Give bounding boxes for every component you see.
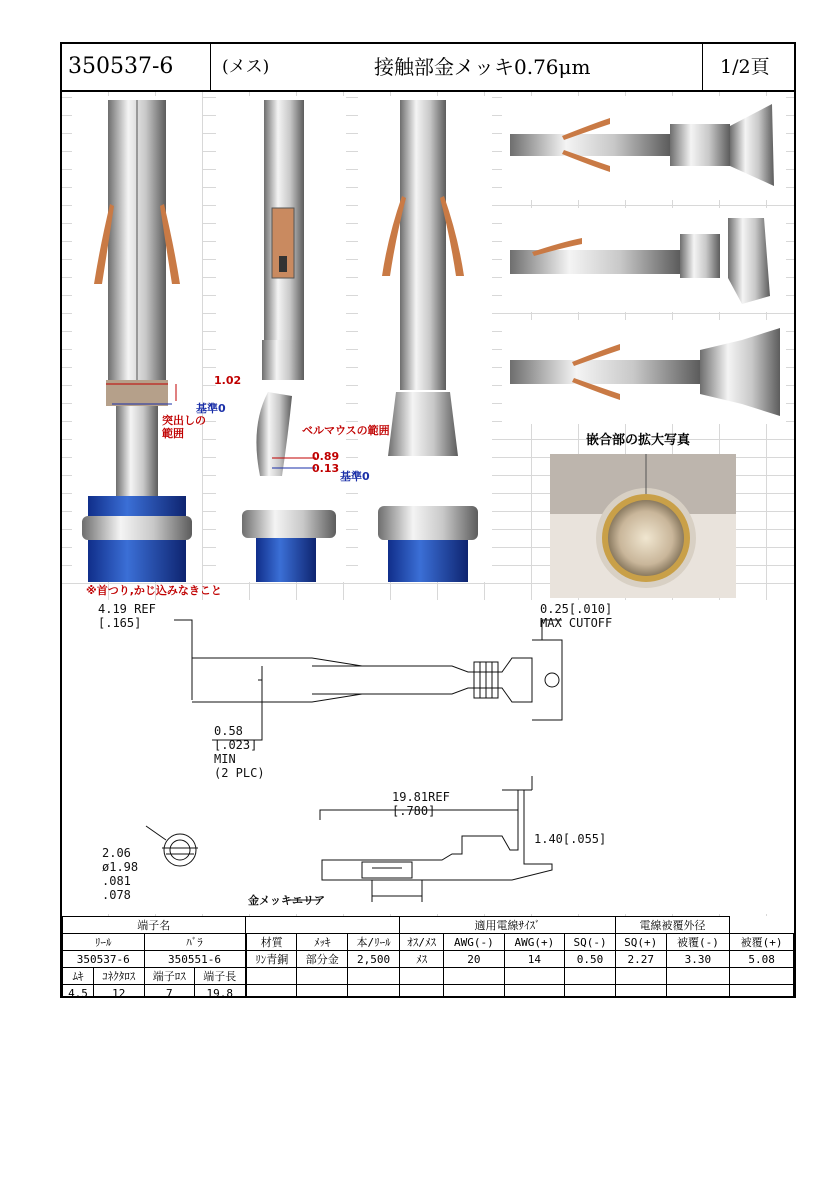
photo-contact-side-image <box>216 96 346 582</box>
protrusion-range-line-1: 突出しの <box>162 414 206 427</box>
inspection-note: ※首つり,かじ込みなきこと <box>86 584 222 597</box>
header-row <box>62 44 794 92</box>
photo-contact-under <box>502 320 786 424</box>
photo-contact-top-image <box>502 96 786 200</box>
header-plating: ﾒｯｷ <box>297 934 348 951</box>
photo-contact-under-image <box>502 320 786 424</box>
value-loose: 350551-6 <box>144 951 245 968</box>
dim-0-25-note: MAX CUTOFF <box>540 616 613 630</box>
dim-4-19-in: [.165] <box>98 616 142 630</box>
header-loose: ﾊﾞﾗ <box>144 934 245 951</box>
technical-drawing <box>62 600 794 914</box>
value-sq-min: 0.50 <box>565 951 616 968</box>
photo-contact-top <box>502 96 786 200</box>
header-awg-min: AWG(-) <box>444 934 505 951</box>
table-cell <box>246 985 297 999</box>
value-terminal-loss: 7 <box>144 985 195 999</box>
photo-contact-profile-image <box>502 208 786 312</box>
spec-table <box>62 916 794 998</box>
header-material: 材質 <box>246 934 297 951</box>
value-awg-max: 14 <box>504 951 565 968</box>
table-cell <box>347 968 399 985</box>
table-cell <box>666 985 730 999</box>
header-terminal-name: 端子名 <box>63 917 246 934</box>
page-title: 接触部金メッキ0.76μm <box>374 55 591 79</box>
table-cell <box>730 968 794 985</box>
value-gender: ﾒｽ <box>400 951 444 968</box>
photo-contact-front <box>72 96 202 582</box>
spec-sheet <box>60 42 796 998</box>
value-sq-max: 2.27 <box>615 951 666 968</box>
table-cell <box>504 985 565 999</box>
header-qty-per-reel: 本/ﾘｰﾙ <box>347 934 399 951</box>
dim-19-81-mm: 19.81REF <box>392 790 450 804</box>
dim-2-06-val: 2.06 <box>102 846 131 860</box>
header-awg-max: AWG(+) <box>504 934 565 951</box>
dim-081-val: .081 <box>102 874 131 888</box>
table-cell <box>400 985 444 999</box>
dim-label-0-13: 0.13 <box>312 462 340 475</box>
value-connector-loss: 12 <box>94 985 145 999</box>
header-od-max: 被覆(+) <box>730 934 794 951</box>
value-plating: 部分金 <box>297 951 348 968</box>
dim-1-40: 1.40[.055] <box>534 832 607 846</box>
dim-0-58 <box>214 724 265 780</box>
header-terminal-loss: 端子ﾛｽ <box>144 968 195 985</box>
header-strip: ﾑｷ <box>63 968 94 985</box>
protrusion-range-label <box>162 414 206 440</box>
dim-label-0-89: 0.89 <box>312 450 340 463</box>
page-number: 1/2頁 <box>720 56 770 78</box>
table-cell <box>565 985 616 999</box>
table-cell <box>400 968 444 985</box>
header-od-min: 被覆(-) <box>666 934 730 951</box>
dim-label-1-02: 1.02 <box>214 374 242 387</box>
dim-0-25 <box>540 602 612 630</box>
table-row <box>63 951 794 968</box>
header-sq-min: SQ(-) <box>565 934 616 951</box>
dim-19-81 <box>392 790 450 818</box>
photo-closeup <box>550 454 736 598</box>
dim-19-81-in: [.780] <box>392 804 436 818</box>
value-od-max: 5.08 <box>730 951 794 968</box>
table-cell <box>730 985 794 999</box>
table-row <box>63 985 794 999</box>
value-awg-min: 20 <box>444 951 505 968</box>
table-cell <box>246 968 297 985</box>
reference-zero-label-2: 基準0 <box>340 470 370 483</box>
photo-contact-front-image <box>72 96 202 582</box>
value-strip: 4.5 <box>63 985 94 999</box>
dim-0-25-val: 0.25[.010] <box>540 602 613 616</box>
value-reel: 350537-6 <box>63 951 145 968</box>
table-cell <box>565 968 616 985</box>
part-number: 350537-6 <box>68 54 174 79</box>
photo-contact-side <box>216 96 346 582</box>
bellmouth-range-label: ベルマウスの範囲 <box>302 424 390 437</box>
table-cell <box>347 985 399 999</box>
table-cell <box>666 968 730 985</box>
table-row <box>63 934 794 951</box>
dim-0-58-min: MIN <box>214 752 236 766</box>
dim-dia-symbol: ø <box>102 860 110 874</box>
value-terminal-length: 19.8 <box>195 985 246 999</box>
table-cell <box>297 968 348 985</box>
dim-0-58-plc: (2 PLC) <box>214 766 265 780</box>
table-cell <box>615 985 666 999</box>
table-cell <box>245 917 400 934</box>
gender-label: (メス) <box>222 57 270 77</box>
dim-4-19-mm: 4.19 REF <box>98 602 156 616</box>
dim-0-58-mm: 0.58 <box>214 724 243 738</box>
value-qty: 2,500 <box>347 951 399 968</box>
photo-contact-profile <box>502 208 786 312</box>
table-cell <box>297 985 348 999</box>
header-wire-size: 適用電線ｻｲｽﾞ <box>400 917 616 934</box>
dim-1-98-val: 1.98 <box>109 860 139 874</box>
table-cell <box>615 968 666 985</box>
dim-2-06 <box>102 846 138 902</box>
photo-contact-back <box>358 96 492 582</box>
value-material: ﾘﾝ青銅 <box>246 951 297 968</box>
photo-contact-back-image <box>358 96 492 582</box>
header-sq-max: SQ(+) <box>615 934 666 951</box>
gold-plating-area-label: 金メッキエリア <box>248 894 325 907</box>
reference-zero-label-1: 基準0 <box>196 402 226 415</box>
header-terminal-length: 端子長 <box>195 968 246 985</box>
header-gender: ｵｽ/ﾒｽ <box>400 934 444 951</box>
header-connector-loss: ｺﾈｸﾀﾛｽ <box>94 968 145 985</box>
closeup-caption: 嵌合部の拡大写真 <box>586 433 691 448</box>
table-cell <box>444 968 505 985</box>
table-cell <box>504 968 565 985</box>
header-reel: ﾘｰﾙ <box>63 934 145 951</box>
dim-4-19 <box>98 602 156 630</box>
table-row <box>63 917 794 934</box>
table-cell <box>444 985 505 999</box>
dim-078-val: .078 <box>102 888 131 902</box>
header-insulation-od: 電線被覆外径 <box>615 917 729 934</box>
dim-0-58-in: [.023] <box>214 738 258 752</box>
photo-closeup-image <box>550 454 736 598</box>
value-od-min: 3.30 <box>666 951 730 968</box>
table-row <box>63 968 794 985</box>
protrusion-range-line-2: 範囲 <box>162 427 184 440</box>
drawing-lines <box>62 600 794 914</box>
